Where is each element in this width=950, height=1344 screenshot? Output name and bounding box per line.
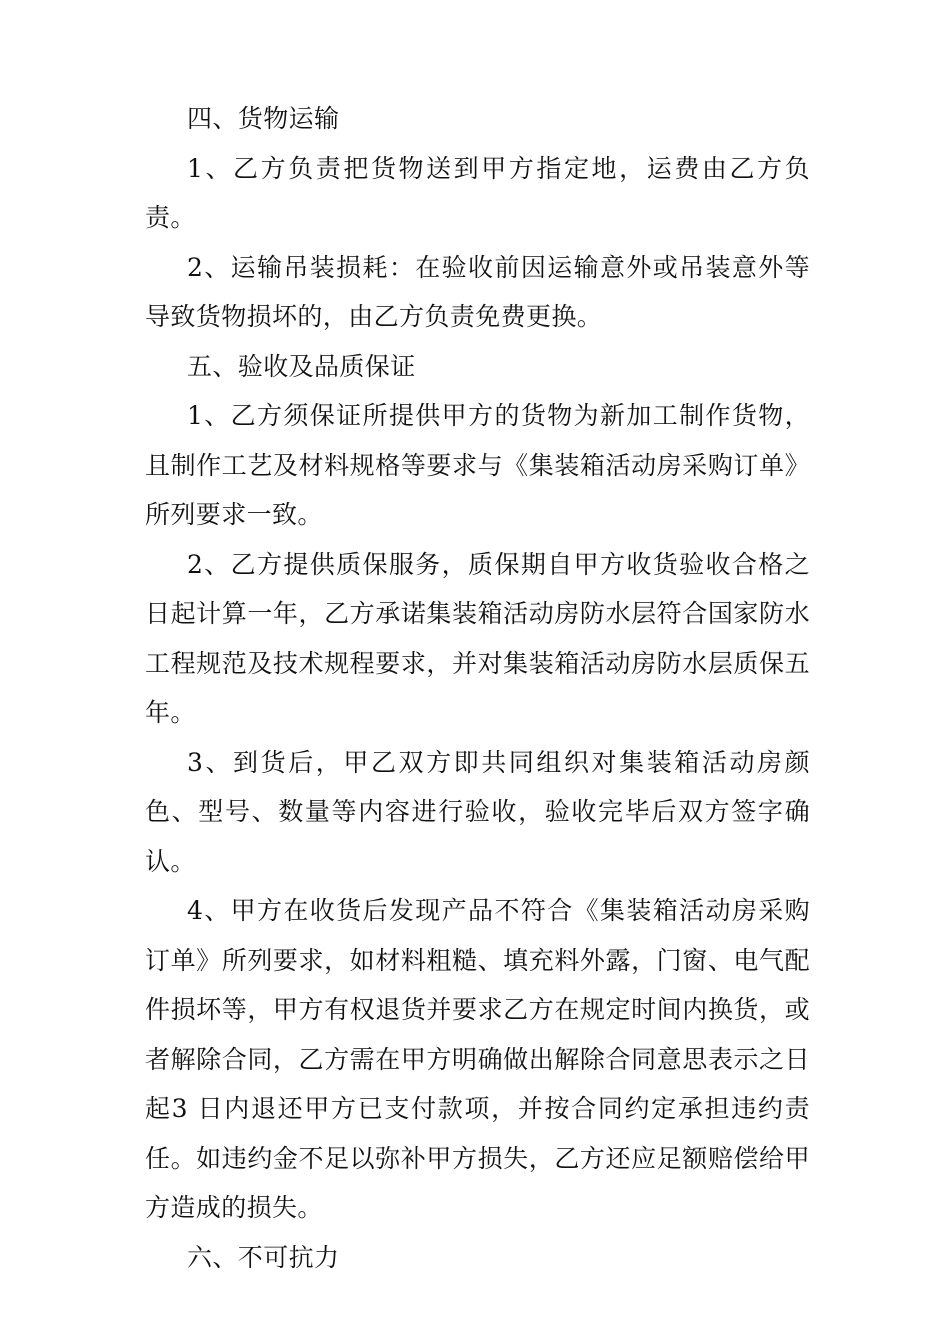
paragraph-5-3: 3、到货后，甲乙双方即共同组织对集装箱活动房颜色、型号、数量等内容进行验收，验收完毕后双方签字确认。 [145, 747, 810, 876]
paragraph-5-2: 2、乙方提供质保服务，质保期自甲方收货验收合格之日起计算一年，乙方承诺集装箱活动房防水层符合国家防水工程规范及技术规程要求，并对集装箱活动房防水层质保五年。 [145, 549, 810, 727]
paragraph-4-2: 2、运输吊装损耗：在验收前因运输意外或吊装意外等导致货物损坏的，由乙方负责免费更换。 [145, 252, 810, 331]
section-heading-6: 六、不可抗力 [187, 1242, 340, 1272]
section-heading-5: 五、验收及品质保证 [187, 351, 416, 381]
paragraph-5-4: 4、甲方在收货后发现产品不符合《集装箱活动房采购订单》所列要求，如材料粗糙、填充料外露，门窗、电气配件损坏等，甲方有权退货并要求乙方在规定时间内换货，或者解除合同，乙方需在甲方明确做出解除合同意思表示之日起3 日内退还甲方已支付款项，并按合同约定承担违约责任。如违约金不足以弥补甲方损失，乙方还应足额赔偿给甲方造成的损失。 [145, 896, 810, 1222]
paragraph-5-1: 1、乙方须保证所提供甲方的货物为新加工制作货物，且制作工艺及材料规格等要求与《集装箱活动房采购订单》所列要求一致。 [145, 401, 810, 529]
document-body [145, 94, 810, 1282]
paragraph-4-1: 1、乙方负责把货物送到甲方指定地，运费由乙方负责。 [145, 153, 810, 232]
section-heading-4: 四、货物运输 [187, 104, 340, 133]
